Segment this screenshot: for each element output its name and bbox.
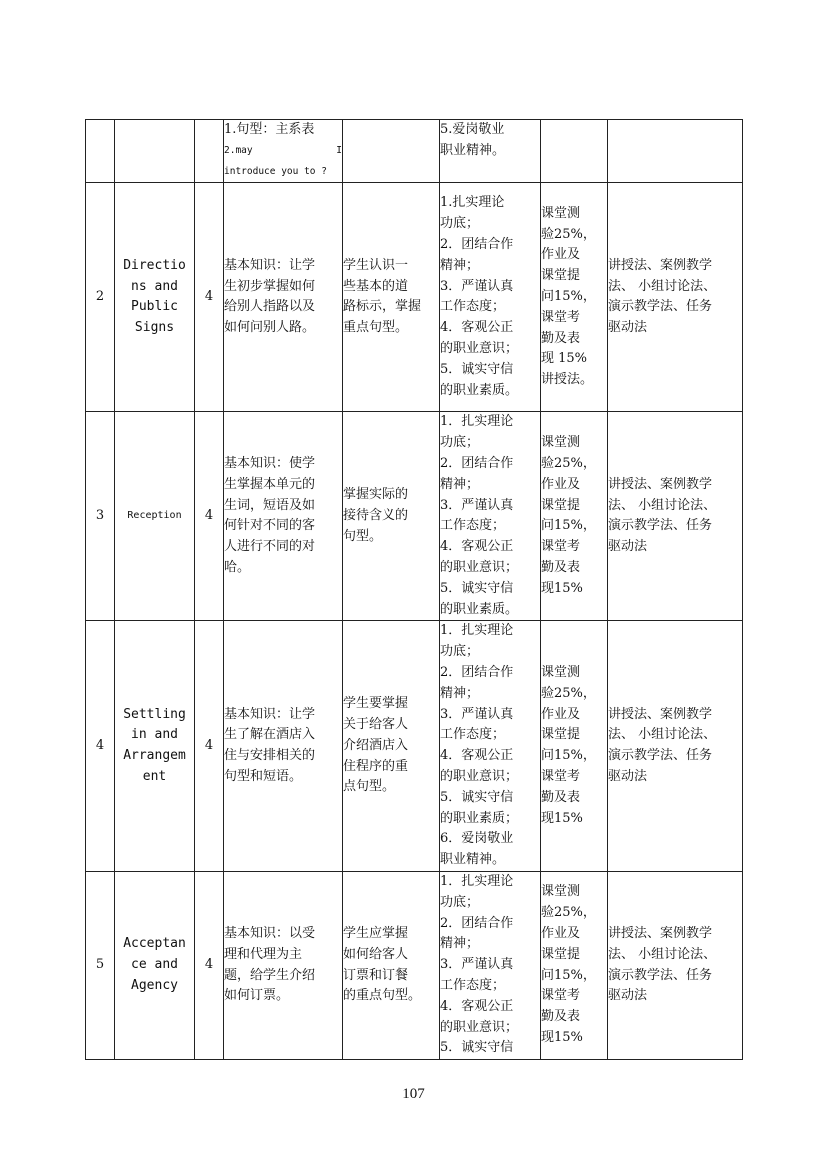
- method-line: 演示教学法、任务: [608, 748, 713, 764]
- skill-cell: [343, 871, 440, 1059]
- method-line: 法、 小组讨论法、: [608, 497, 717, 513]
- knowledge-line: [224, 141, 342, 162]
- course-schedule-table: [85, 119, 743, 1060]
- quality-line: 2．团结合作: [440, 915, 514, 931]
- quality-line: 1．扎实理论: [440, 623, 514, 639]
- method-line: 讲授法、案例教学: [608, 476, 713, 492]
- knowledge-cell: [224, 871, 343, 1059]
- quality-line: 4．客观公正: [440, 539, 514, 555]
- skill-line: 介绍酒店入: [343, 737, 409, 753]
- quality-line: 功底；: [440, 644, 480, 660]
- knowledge-line: 句型和短语。: [224, 768, 303, 784]
- quality-line: 的职业素质。: [440, 601, 519, 617]
- unit-number: [86, 120, 115, 183]
- quality-line: 精神；: [440, 936, 480, 952]
- knowledge-line: 1.句型：主系表: [224, 122, 315, 137]
- quality-line: 精神；: [440, 257, 480, 273]
- assessment-line: 课堂测: [541, 205, 581, 221]
- method-cell: [608, 621, 743, 872]
- title-line: ns and: [131, 278, 178, 294]
- knowledge-cell: [224, 183, 343, 412]
- quality-line: 4．客观公正: [440, 320, 514, 336]
- assessment-line: 课堂考: [541, 988, 581, 1004]
- quality-cell: [440, 412, 541, 621]
- skill-line: 关于给客人: [343, 716, 409, 732]
- skill-cell: [343, 621, 440, 872]
- skill-line: 学生应掌握: [343, 925, 409, 941]
- unit-title: [115, 871, 195, 1059]
- assessment-line: 课堂测: [541, 884, 581, 900]
- table-row: [86, 621, 743, 872]
- title-line: Public: [131, 299, 178, 315]
- quality-line: 的职业素质。: [440, 382, 519, 398]
- method-cell: [608, 183, 743, 412]
- method-line: 演示教学法、任务: [608, 299, 713, 315]
- quality-line: 的职业意识；: [440, 1019, 519, 1035]
- skill-line: 的重点句型。: [343, 988, 422, 1004]
- unit-hours: 4: [195, 412, 224, 621]
- unit-hours: 4: [195, 871, 224, 1059]
- quality-line: 5．诚实守信: [440, 1040, 514, 1056]
- table-row: [86, 871, 743, 1059]
- knowledge-line: 题，给学生介绍: [224, 967, 316, 983]
- quality-line: 职业精神。: [440, 142, 506, 158]
- assessment-cell: [541, 621, 608, 872]
- knowledge-line: 给别人指路以及: [224, 299, 316, 315]
- title-line: Arrangem: [123, 748, 186, 764]
- quality-line: 1．扎实理论: [440, 414, 514, 430]
- quality-line: 功底；: [440, 435, 480, 451]
- assessment-line: 作业及: [541, 247, 581, 263]
- quality-line: 6．爱岗敬业: [440, 831, 514, 847]
- method-line: 驱动法: [608, 768, 648, 784]
- unit-title: [115, 621, 195, 872]
- method-line: 驱动法: [608, 320, 648, 336]
- skill-line: 点句型。: [343, 779, 396, 795]
- quality-line: 的职业意识；: [440, 559, 519, 575]
- assessment-line: 现 15%: [541, 351, 588, 367]
- unit-number: 2: [86, 183, 115, 412]
- unit-title: [115, 120, 195, 183]
- page-number: 107: [402, 1086, 425, 1102]
- unit-hours: [195, 120, 224, 183]
- unit-number: 4: [86, 621, 115, 872]
- assessment-line: 作业及: [541, 476, 581, 492]
- quality-line: 的职业意识；: [440, 768, 519, 784]
- quality-line: 3．严谨认真: [440, 497, 514, 513]
- quality-line: 2．团结合作: [440, 664, 514, 680]
- skill-line: 学生认识一: [343, 257, 409, 273]
- title-line: Agency: [131, 977, 178, 993]
- quality-cell: [440, 871, 541, 1059]
- skill-line: 学生要掌握: [343, 696, 409, 712]
- title-line: Settling: [123, 706, 186, 722]
- assessment-cell: [541, 412, 608, 621]
- assessment-line: 验25%，: [541, 456, 596, 471]
- quality-line: 5．诚实守信: [440, 789, 514, 805]
- knowledge-line: 生了解在酒店入: [224, 727, 316, 743]
- assessment-line: 课堂考: [541, 539, 581, 555]
- skill-line: 订票和订餐: [343, 967, 409, 983]
- knowledge-line: 基本知识：让学: [224, 706, 316, 722]
- quality-line: 1．扎实理论: [440, 873, 514, 889]
- assessment-line: 课堂考: [541, 768, 581, 784]
- quality-line: 的职业素质；: [440, 810, 519, 826]
- assessment-cell: [541, 120, 608, 183]
- assessment-line: 勤及表: [541, 789, 581, 805]
- method-line: 演示教学法、任务: [608, 967, 713, 983]
- title-line: ent: [142, 768, 167, 784]
- assessment-line: 课堂测: [541, 664, 581, 680]
- unit-hours: 4: [195, 621, 224, 872]
- assessment-line: 讲授法。: [541, 372, 594, 388]
- knowledge-word: 2.may: [224, 144, 253, 156]
- knowledge-word: I: [336, 144, 342, 156]
- assessment-line: 勤及表: [541, 559, 581, 575]
- quality-line: 的职业意识；: [440, 340, 519, 356]
- table-row: [86, 120, 743, 183]
- unit-hours: 4: [195, 183, 224, 412]
- title-line: Directio: [123, 257, 186, 273]
- quality-line: 功底；: [440, 216, 480, 232]
- assessment-cell: [541, 183, 608, 412]
- method-line: 法、 小组讨论法、: [608, 278, 717, 294]
- skill-line: 如何给客人: [343, 946, 409, 962]
- knowledge-line: 基本知识：以受: [224, 925, 316, 941]
- assessment-line: 现15%: [541, 810, 583, 826]
- method-line: 讲授法、案例教学: [608, 706, 713, 722]
- assessment-line: 验25%，: [541, 226, 596, 242]
- skill-line: 接待含义的: [343, 507, 409, 523]
- assessment-line: 问15%，: [541, 288, 596, 304]
- assessment-line: 问15%，: [541, 748, 596, 764]
- quality-line: 3．严谨认真: [440, 957, 514, 973]
- quality-cell: [440, 621, 541, 872]
- skill-line: 些基本的道: [343, 278, 409, 294]
- method-cell: [608, 412, 743, 621]
- assessment-line: 验25%，: [541, 685, 596, 701]
- method-line: 讲授法、案例教学: [608, 257, 713, 273]
- knowledge-line: introduce you to ?: [224, 165, 327, 177]
- knowledge-line: 生初步掌握如何: [224, 278, 316, 294]
- knowledge-line: 生词，短语及如: [224, 497, 316, 513]
- quality-line: 工作态度；: [440, 727, 506, 743]
- quality-line: 3．严谨认真: [440, 706, 514, 722]
- knowledge-line: 何针对不同的客: [224, 518, 316, 534]
- unit-number: 5: [86, 871, 115, 1059]
- unit-title: [115, 183, 195, 412]
- title-line: ce and: [131, 957, 178, 973]
- quality-line: 1.扎实理论: [440, 195, 505, 211]
- knowledge-line: 基本知识：让学: [224, 257, 316, 273]
- knowledge-line: 人进行不同的对: [224, 539, 316, 555]
- knowledge-line: 理和代理为主: [224, 946, 303, 962]
- method-line: 法、 小组讨论法、: [608, 946, 717, 962]
- assessment-line: 现15%: [541, 1029, 583, 1045]
- table-row: [86, 183, 743, 412]
- quality-line: 工作态度；: [440, 299, 506, 315]
- skill-cell: [343, 183, 440, 412]
- assessment-cell: [541, 871, 608, 1059]
- title-line: Signs: [134, 320, 175, 336]
- method-line: 讲授法、案例教学: [608, 925, 713, 941]
- skill-line: 掌握实际的: [343, 487, 409, 503]
- unit-number: 3: [86, 412, 115, 621]
- knowledge-line: 基本知识：使学: [224, 456, 316, 471]
- skill-line: 住程序的重: [343, 758, 409, 774]
- quality-line: 5.爱岗敬业: [440, 122, 505, 137]
- assessment-line: 问15%，: [541, 967, 596, 983]
- knowledge-line: 如何订票。: [224, 988, 290, 1004]
- knowledge-line: 生掌握本单元的: [224, 476, 316, 492]
- quality-line: 精神；: [440, 476, 480, 492]
- quality-line: 5．诚实守信: [440, 580, 514, 596]
- method-cell: [608, 871, 743, 1059]
- quality-line: 4．客观公正: [440, 998, 514, 1014]
- skill-line: 句型。: [343, 528, 383, 544]
- assessment-line: 课堂考: [541, 309, 581, 325]
- quality-line: 5．诚实守信: [440, 361, 514, 377]
- method-line: 驱动法: [608, 539, 648, 555]
- unit-title: Reception: [115, 412, 195, 621]
- table-row: [86, 412, 743, 621]
- skill-cell: [343, 412, 440, 621]
- assessment-line: 问15%，: [541, 518, 596, 534]
- assessment-line: 课堂测: [541, 435, 581, 451]
- quality-cell: [440, 120, 541, 183]
- method-cell: [608, 120, 743, 183]
- knowledge-line: 如何问别人路。: [224, 320, 316, 336]
- knowledge-line: 哈。: [224, 559, 251, 575]
- quality-cell: [440, 183, 541, 412]
- skill-cell: [343, 120, 440, 183]
- title-line: Acceptan: [123, 936, 186, 952]
- skill-line: 路标示，掌握: [343, 299, 422, 315]
- quality-line: 4．客观公正: [440, 748, 514, 764]
- quality-line: 3．严谨认真: [440, 278, 514, 294]
- assessment-line: 勤及表: [541, 330, 581, 346]
- knowledge-cell: [224, 120, 343, 183]
- knowledge-cell: [224, 621, 343, 872]
- quality-line: 职业精神。: [440, 852, 506, 868]
- method-line: 驱动法: [608, 988, 648, 1004]
- assessment-line: 验25%，: [541, 905, 596, 921]
- skill-line: 重点句型。: [343, 320, 409, 336]
- assessment-line: 课堂提: [541, 268, 581, 284]
- quality-line: 工作态度；: [440, 518, 506, 534]
- quality-line: 2．团结合作: [440, 237, 514, 252]
- assessment-line: 勤及表: [541, 1009, 581, 1025]
- knowledge-line: 住与安排相关的: [224, 748, 316, 764]
- assessment-line: 课堂提: [541, 946, 581, 962]
- method-line: 法、 小组讨论法、: [608, 727, 717, 743]
- quality-line: 精神；: [440, 685, 480, 701]
- quality-line: 2．团结合作: [440, 456, 514, 471]
- assessment-line: 课堂提: [541, 497, 581, 513]
- knowledge-cell: [224, 412, 343, 621]
- assessment-line: 课堂提: [541, 727, 581, 743]
- title-line: in and: [131, 727, 178, 743]
- assessment-line: 作业及: [541, 706, 581, 722]
- method-line: 演示教学法、任务: [608, 518, 713, 534]
- quality-line: 功底；: [440, 894, 480, 910]
- assessment-line: 作业及: [541, 925, 581, 941]
- quality-line: 工作态度；: [440, 977, 506, 993]
- assessment-line: 现15%: [541, 580, 583, 596]
